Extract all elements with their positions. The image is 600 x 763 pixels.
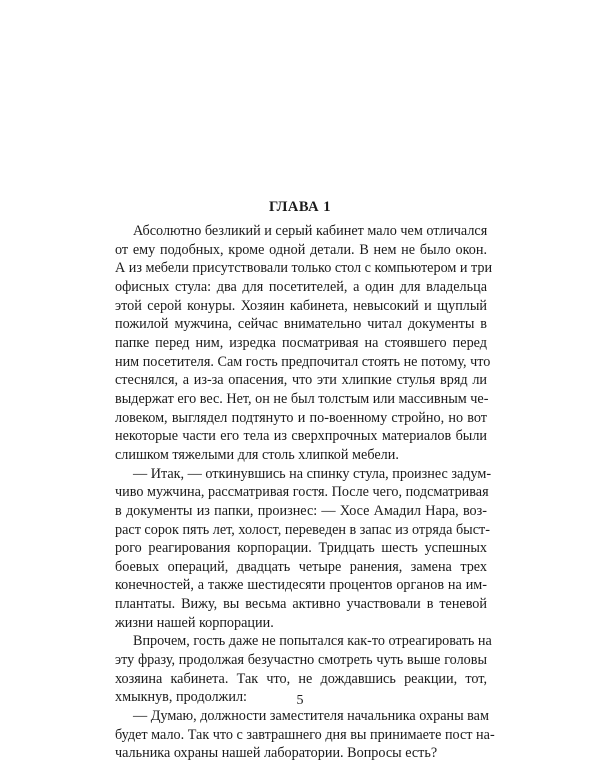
text-line: ловеком, выглядел подтянуто и по-военному стройно, но вот — [115, 409, 487, 426]
text-line: чальника охраны нашей лаборатории. Вопросы есть? — [115, 745, 438, 762]
text-line: стеснялся, а из-за опасения, что эти хлипкие стулья вряд ли — [115, 372, 487, 389]
text-line: плантаты. Вижу, вы весьма активно участвовали в теневой — [115, 596, 487, 613]
chapter-body — [115, 222, 495, 763]
text-line: хмыкнув, продолжил: — [115, 689, 247, 706]
text-line: выдержат его вес. Нет, он не был толстым или массивным че- — [115, 390, 489, 407]
text-line: эту фразу, продолжая безучастно смотреть чуть выше головы — [115, 652, 487, 669]
text-line: пожилой мужчина, сейчас внимательно читал документы в — [115, 316, 487, 333]
paragraph — [115, 707, 495, 763]
text-line: этой серой конуры. Хозяин кабинета, невысокий и щуплый — [115, 297, 487, 314]
paragraph — [115, 465, 492, 633]
text-line: чиво мужчина, рассматривая гостя. После чего, подсматривая — [115, 484, 489, 501]
page-number: 5 — [296, 693, 304, 708]
text-line: ним посетителя. Сам гость предпочитал стоять не потому, что — [115, 353, 491, 370]
text-line: конечностей, а также шестидесяти процентов органов на им- — [115, 577, 487, 594]
text-line: — Думаю, должности заместителя начальника охраны вам — [133, 708, 489, 725]
text-line: папке перед ним, изредка посматривая на стоявшего перед — [115, 334, 487, 351]
text-line: раст сорок пять лет, холост, переведен в запас из отряда быст- — [115, 521, 490, 538]
text-line: рого реагирования корпорации. Тридцать шесть успешных — [115, 540, 487, 557]
text-line: — Итак, — откинувшись на спинку стула, произнес задум- — [133, 465, 492, 482]
text-line: хозяина кабинета. Так что, не дождавшись реакции, тот, — [115, 670, 487, 687]
text-line: от ему подобных, кроме одной детали. В нем не было окон. — [115, 241, 487, 258]
text-line: Абсолютно безликий и серый кабинет мало чем отличался — [133, 223, 488, 239]
paragraph — [115, 222, 493, 465]
chapter-title: ГЛАВА 1 — [269, 199, 331, 215]
text-line: боевых операций, двадцать четыре ранения, замена трех — [115, 558, 487, 575]
text-line: будет мало. Так что с завтрашнего дня вы принимаете пост на- — [115, 726, 495, 743]
text-line: офисных стула: два для посетителей, а один для владельца — [115, 278, 487, 295]
text-line: слишком тяжелыми для столь хлипкой мебели. — [115, 446, 399, 463]
text-line: А из мебели присутствовали только стол с компьютером и три — [115, 260, 493, 277]
text-line: жизни нашей корпорации. — [115, 614, 274, 631]
text-line: в документы из папки, произнес: — Хосе Амадил Нара, воз- — [115, 502, 487, 519]
text-line: Впрочем, гость даже не попытался как-то отреагировать на — [133, 633, 492, 650]
text-line: некоторые части его тела из сверхпрочных материалов были — [115, 428, 487, 445]
